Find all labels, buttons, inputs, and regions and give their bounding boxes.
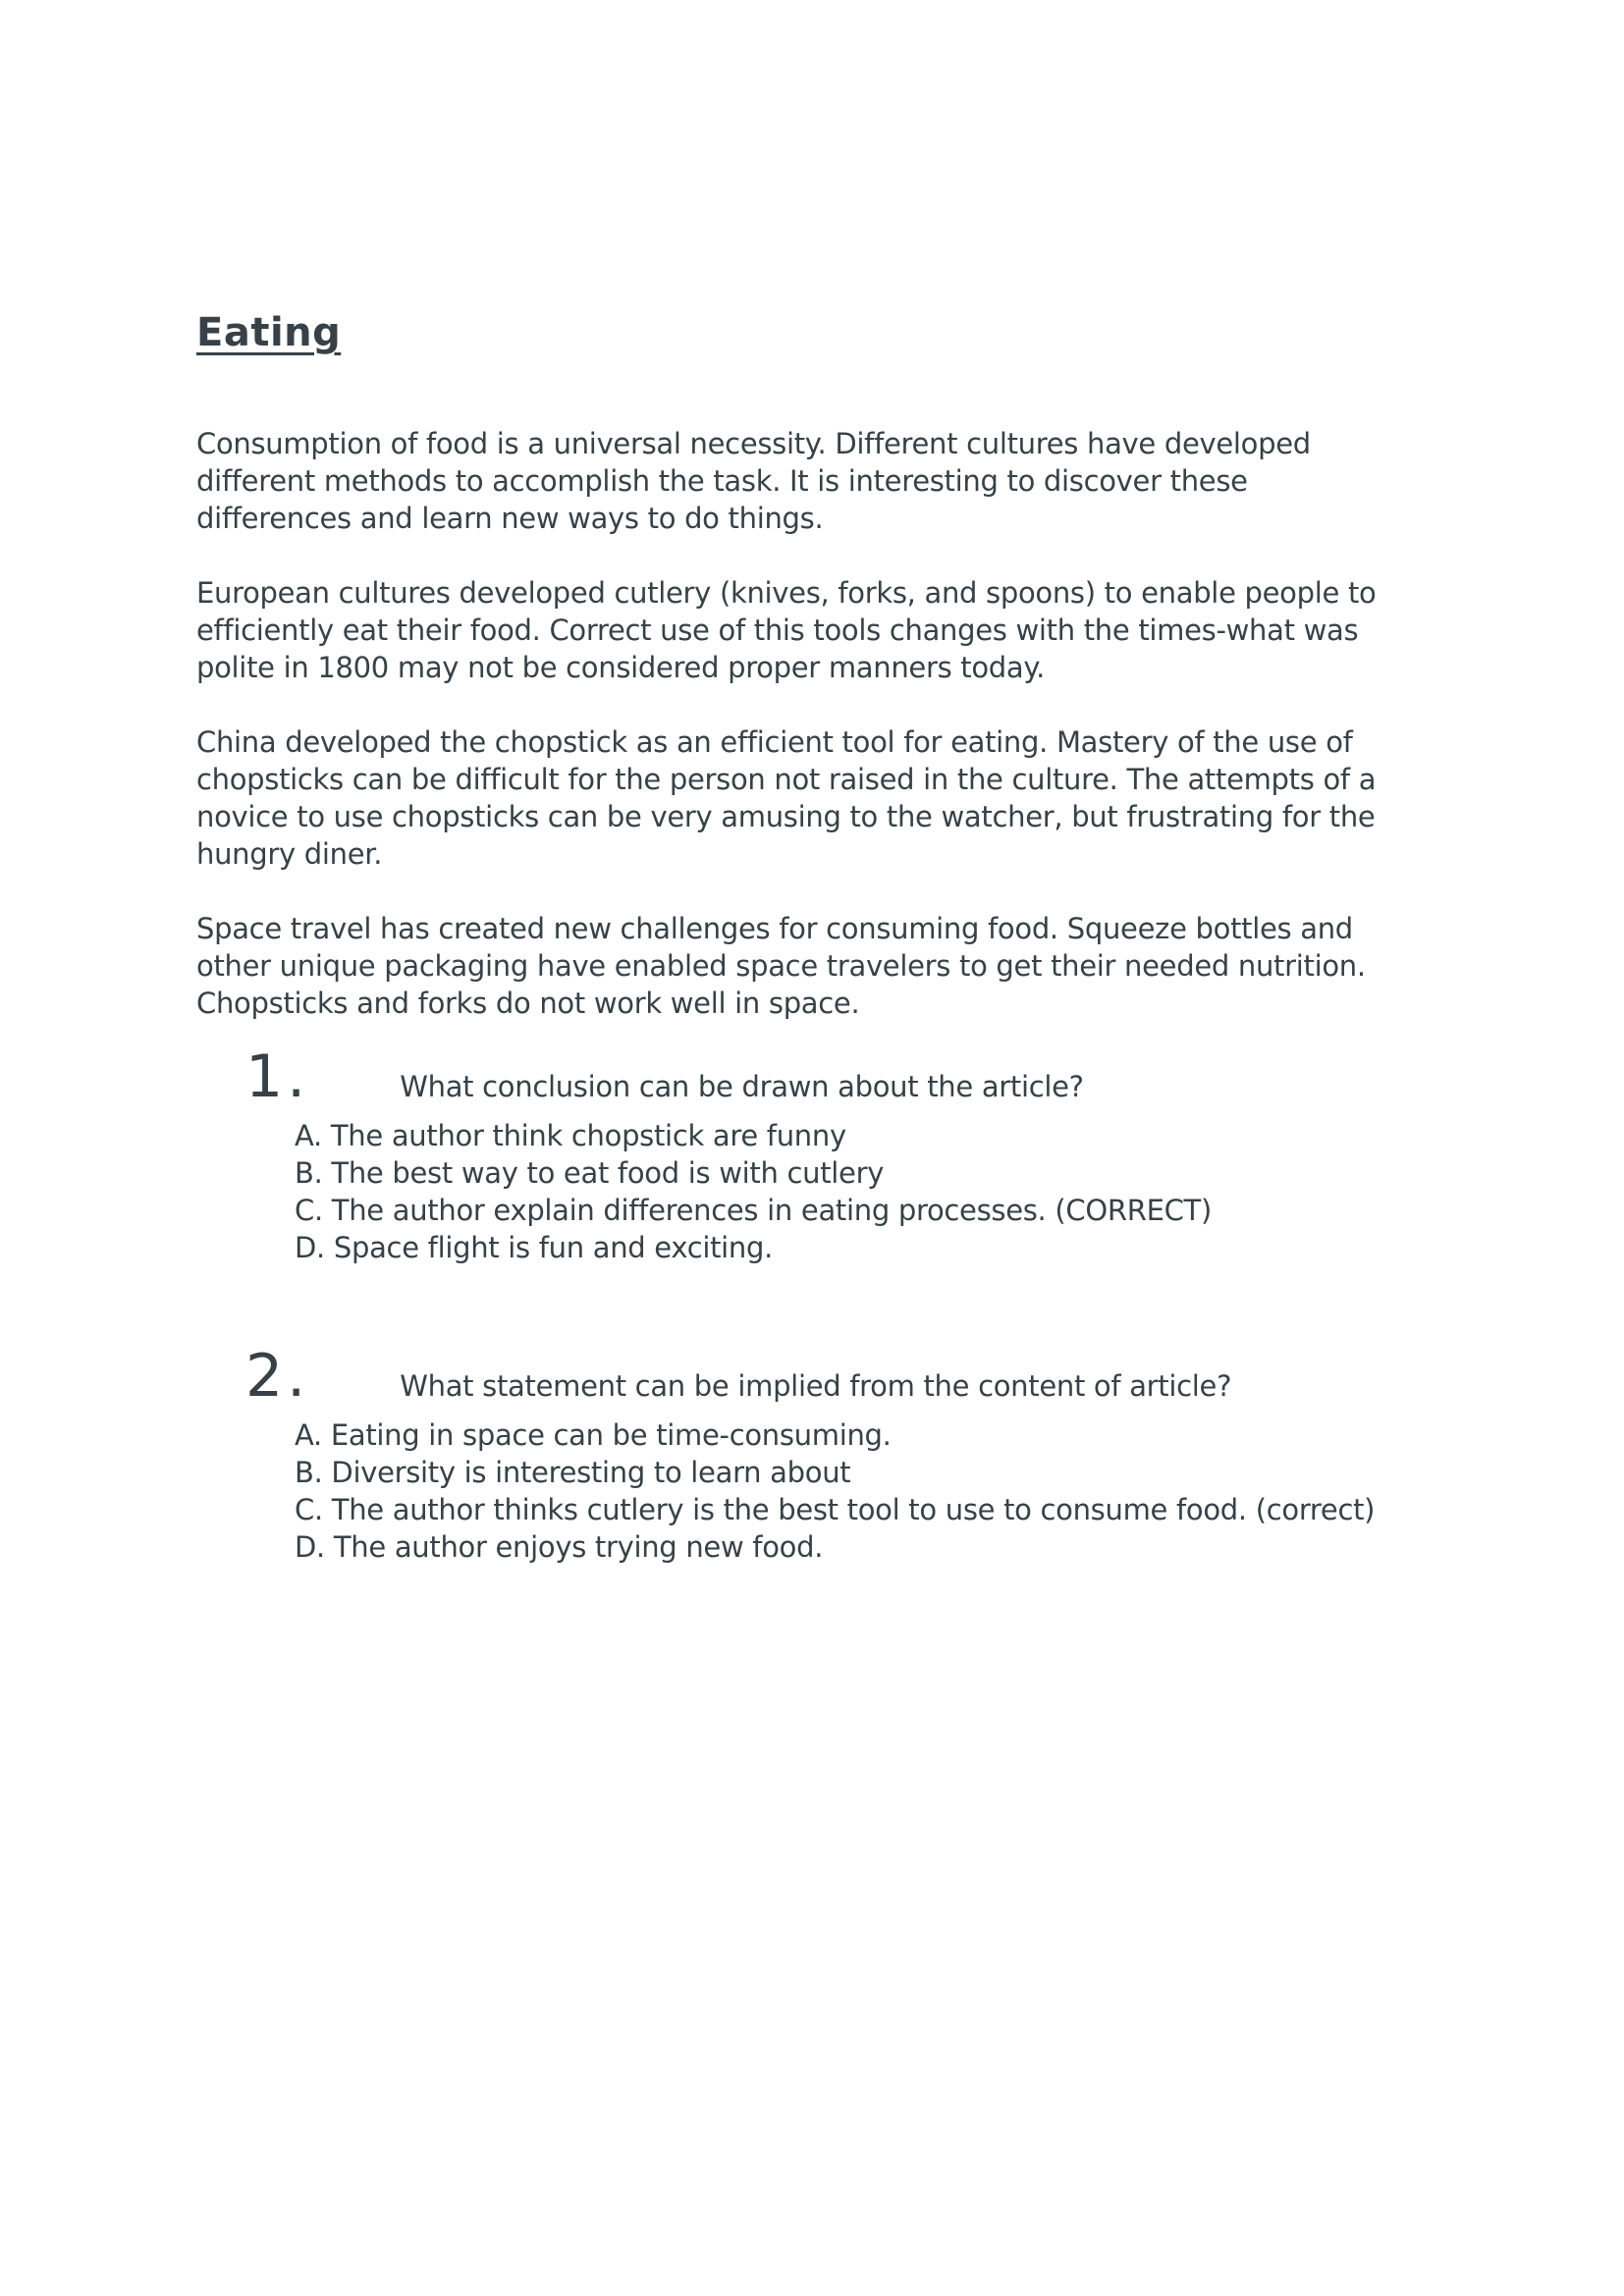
paragraph-line: European cultures developed cutlery (knives, forks, and spoons) to enable people to [196,576,1377,610]
question-number: 2. [245,1342,310,1411]
paragraph [196,723,1376,873]
question-text: What conclusion can be drawn about the article? [400,1070,1084,1103]
question-options [295,1117,1212,1266]
paragraph-line: efficiently eat their food. Correct use of this tools changes with the times-what was [196,614,1359,647]
option-d: D. Space flight is fun and exciting. [295,1231,774,1264]
question-block-1 [245,1044,1212,1266]
option-b: B. The best way to eat food is with cutlery [295,1156,885,1190]
paragraph-line: polite in 1800 may not be considered proper manners today. [196,651,1046,684]
option-b: B. Diversity is interesting to learn about [295,1456,851,1489]
question-heading [245,1344,1375,1409]
paragraph-line: China developed the chopstick as an efficient tool for eating. Mastery of the use of [196,725,1353,759]
paragraph-line: Consumption of food is a universal necessity. Different cultures have developed [196,427,1311,460]
paragraph-line: Space travel has created new challenges for consuming food. Squeeze bottles and [196,912,1353,945]
document-title: Eating [196,310,342,355]
paragraph-line: other unique packaging have enabled space travelers to get their needed nutrition. [196,949,1366,983]
option-c: C. The author explain differences in eating processes. (CORRECT) [295,1194,1212,1227]
paragraph-line: different methods to accomplish the task. It is interesting to discover these [196,464,1248,498]
question-block-2 [245,1344,1375,1566]
option-a: A. The author think chopstick are funny [295,1119,846,1152]
paragraph-line: Chopsticks and forks do not work well in space. [196,987,860,1020]
paragraph-line: chopsticks can be difficult for the person not raised in the culture. The attempts of a [196,763,1377,796]
option-c: C. The author thinks cutlery is the best tool to use to consume food. (correct) [295,1493,1376,1526]
paragraph-line: differences and learn new ways to do things. [196,502,824,535]
question-options [295,1416,1375,1566]
paragraph [196,574,1376,686]
paragraph [196,425,1311,537]
question-text: What statement can be implied from the content of article? [400,1369,1232,1403]
question-heading [245,1044,1212,1109]
paragraph [196,910,1366,1022]
paragraph-line: hungry diner. [196,837,383,871]
option-d: D. The author enjoys trying new food. [295,1530,824,1564]
paragraph-line: novice to use chopsticks can be very amusing to the watcher, but frustrating for the [196,800,1376,833]
option-a: A. Eating in space can be time-consuming. [295,1418,892,1452]
question-number: 1. [245,1042,310,1111]
